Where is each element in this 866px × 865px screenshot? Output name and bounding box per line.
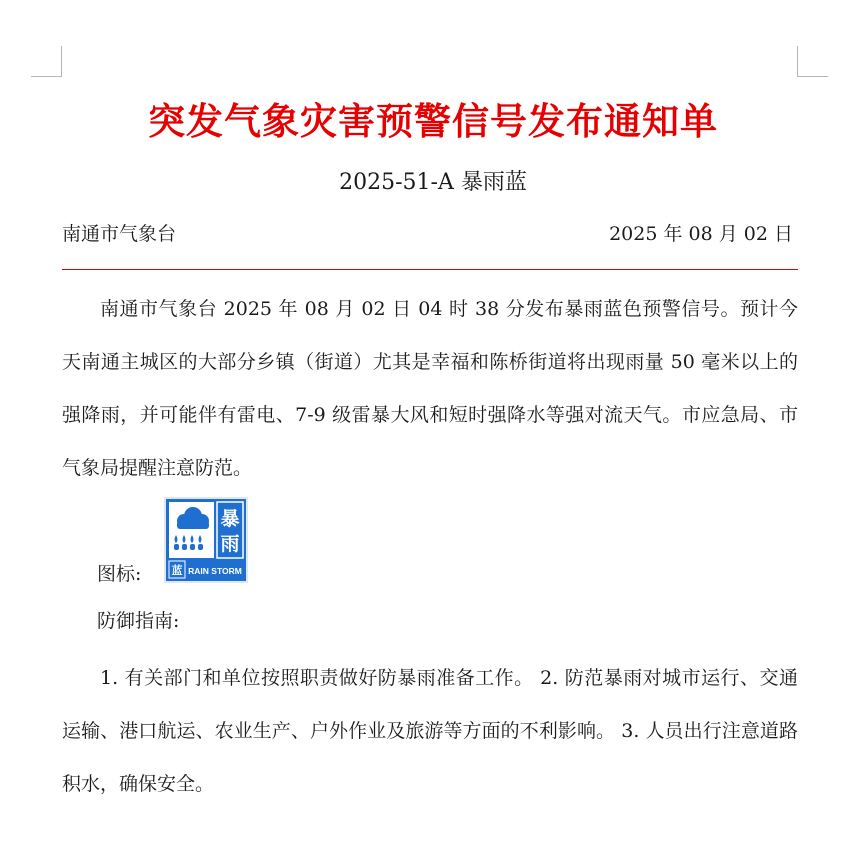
document-subtitle: 2025-51-A 暴雨蓝 bbox=[339, 170, 527, 195]
document-title: 突发气象灾害预警信号发布通知单 bbox=[148, 99, 718, 143]
guide-text: 1. 有关部门和单位按照职责做好防暴雨准备工作。 2. 防范暴雨对城市运行、交通运输、港口航运、农业生产、户外作业及旅游等方面的不利影响。 3. 人员出行注意道路积水，确保安全。 bbox=[62, 667, 798, 795]
warning-body: 南通市气象台 2025 年 08 月 02 日 04 时 38 分发布暴雨蓝色预警信号。预计今天南通主城区的大部分乡镇（街道）尤其是幸福和陈桥街道将出现雨量 50 毫米以上的强降雨，并可能伴有雷电、7-9 级雷暴大风和短时强降水等强对流天气。市应急局、市气象局提醒注意防范。 bbox=[62, 298, 798, 479]
page-corner-mark-top-left bbox=[31, 46, 62, 77]
badge-english-label: RAIN STORM bbox=[188, 566, 242, 576]
issuer: 南通市气象台 bbox=[62, 223, 177, 245]
rainstorm-blue-warning-icon bbox=[164, 497, 248, 583]
badge-char-top: 暴 bbox=[220, 508, 240, 530]
issue-date: 2025 年 08 月 02 日 bbox=[609, 223, 793, 245]
icon-label: 图标: bbox=[97, 563, 142, 585]
page-corner-mark-top-right bbox=[797, 46, 828, 77]
badge-level-char: 蓝 bbox=[171, 564, 183, 577]
red-divider bbox=[62, 269, 798, 270]
guide-heading: 防御指南: bbox=[97, 610, 180, 632]
badge-char-bottom: 雨 bbox=[220, 533, 240, 555]
